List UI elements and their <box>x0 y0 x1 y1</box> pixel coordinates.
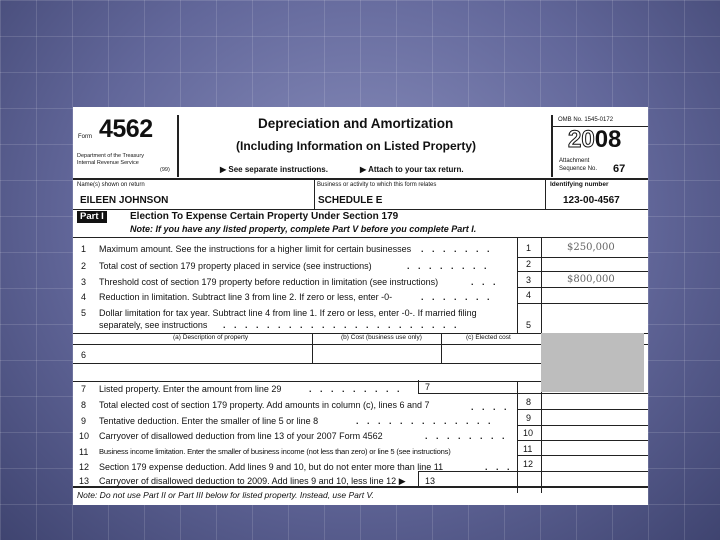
line-13-box-left <box>418 471 419 486</box>
tax-year <box>568 128 621 152</box>
ident-divider-2 <box>545 179 546 209</box>
year-prefix: 20 <box>568 126 595 153</box>
line-4-rule <box>517 303 648 304</box>
line-2-text: Total cost of section 179 property placed in service (see instructions) <box>99 261 372 271</box>
id-label: Identifying number <box>550 181 609 188</box>
line-9-box: 9 <box>526 413 532 423</box>
line-8-dots: . . . . <box>471 402 510 412</box>
line-9-dots: . . . . . . . . . . . . . <box>356 416 494 426</box>
line-7-text: Listed property. Enter the amount from line 29 <box>99 384 282 394</box>
box-col-left-bottom <box>517 381 518 493</box>
form-number: 4562 <box>99 115 153 143</box>
box-col-left-top <box>517 237 518 334</box>
form-title: Depreciation and Amortization <box>258 116 454 131</box>
line-7-dots: . . . . . . . . . <box>309 384 403 394</box>
line-12-text: Section 179 expense deduction. Add lines 9 and 10, but do not enter more than line 11 <box>99 462 444 472</box>
line-1-text: Maximum amount. See the instructions for a higher limit for certain businesses <box>99 244 412 254</box>
line-9-rule <box>517 425 648 426</box>
bottom-note-text: Note: Do not use Part II or Part III below for listed property. Instead, use Part V. <box>77 490 374 500</box>
attachment-label: Attachment <box>559 158 590 164</box>
line-7-box-left <box>418 380 419 394</box>
line-5-dots: . . . . . . . . . . . . . . . . . . . . . . <box>223 320 460 330</box>
box-col-right-bottom <box>541 381 542 493</box>
part-i-bottom-note <box>77 491 374 500</box>
dept-line1: Department of the Treasury <box>77 153 144 159</box>
line-2-box: 2 <box>526 259 532 269</box>
line-2-rule <box>517 271 648 272</box>
line-1-number: 1 <box>81 244 87 254</box>
line-8-box: 8 <box>526 397 532 407</box>
shaded-area <box>541 333 644 392</box>
instruction-see: ▶ See separate instructions. <box>220 165 328 174</box>
form-4562 <box>73 107 648 505</box>
line-11-rule <box>517 455 648 456</box>
col-c-header: (c) Elected cost <box>466 334 511 341</box>
line-1-box: 1 <box>526 243 532 253</box>
form-subtitle: (Including Information on Listed Property) <box>236 139 476 153</box>
header-divider-right <box>551 115 553 177</box>
line-8-text: Total elected cost of section 179 property. Add amounts in column (c), lines 6 and 7 <box>99 400 430 410</box>
line-6-number: 6 <box>81 350 87 360</box>
line-6-bottom-rule <box>73 381 541 382</box>
line-12-number: 12 <box>79 462 90 472</box>
name-label: Name(s) shown on return <box>77 182 145 188</box>
line-11-number: 11 <box>79 447 89 457</box>
header-bottom-rule <box>73 178 648 180</box>
header-divider-left <box>177 115 179 177</box>
line-4-number: 4 <box>81 292 87 302</box>
line-5-text: Dollar limitation for tax year. Subtract line 4 from line 1. If zero or less, enter -0-. If married filing <box>99 308 477 318</box>
line-7-rule <box>418 393 648 394</box>
sequence-label: Sequence No. <box>559 166 598 172</box>
line-4-dots: . . . . . . . <box>421 292 493 302</box>
part-i-title: Election To Expense Certain Property Under Section 179 <box>130 211 399 222</box>
ident-divider-1 <box>314 179 315 209</box>
line-12-box: 12 <box>523 459 534 469</box>
line-7-number: 7 <box>81 384 87 394</box>
col-b-divider <box>441 333 442 363</box>
ident-bottom-rule <box>73 209 648 210</box>
line-12-rule <box>418 471 648 472</box>
part-i-note: Note: If you have any listed property, complete Part V before you complete Part I. <box>130 224 477 234</box>
col-a-header: (a) Description of property <box>173 334 249 341</box>
line-3-text: Threshold cost of section 179 property before reduction in limitation (see instructions) <box>99 277 439 287</box>
line-3-value[interactable]: $800,000 <box>567 274 615 285</box>
line-7-box: 7 <box>425 382 431 392</box>
form-word: Form <box>78 134 92 140</box>
line-13-rule <box>73 486 648 488</box>
line-1-value[interactable]: $250,000 <box>567 242 615 253</box>
line-3-number: 3 <box>81 277 87 287</box>
sequence-number: 67 <box>613 163 626 175</box>
line-13-number: 13 <box>79 476 90 486</box>
line-10-box: 10 <box>523 428 534 438</box>
line-10-text: Carryover of disallowed deduction from line 13 of your 2007 Form 4562 <box>99 431 383 441</box>
line-2-number: 2 <box>81 261 87 271</box>
line-8-number: 8 <box>81 400 87 410</box>
year-suffix: 08 <box>594 126 622 153</box>
line-1-dots: . . . . . . . <box>421 244 493 254</box>
taxpayer-name[interactable]: EILEEN JOHNSON <box>80 195 169 206</box>
line-3-rule <box>517 287 648 288</box>
line-3-dots: . . . <box>471 277 499 287</box>
line-9-text: Tentative deduction. Enter the smaller of line 5 or line 8 <box>99 416 319 426</box>
col-b-header: (b) Cost (business use only) <box>341 334 422 341</box>
part-i-label: Part I <box>77 211 107 223</box>
line-10-number: 10 <box>79 431 90 441</box>
dept-line2: Internal Revenue Service <box>77 160 139 166</box>
line-5-text-cont: separately, see instructions <box>99 320 208 330</box>
line-5-box: 5 <box>526 320 532 330</box>
line-12-dots: . . . <box>485 462 513 472</box>
line-9-number: 9 <box>81 416 87 426</box>
line-8-rule <box>517 409 648 410</box>
line-4-text: Reduction in limitation. Subtract line 3 from line 2. If zero or less, enter -0- <box>99 292 393 302</box>
business-activity[interactable]: SCHEDULE E <box>318 195 383 206</box>
line-1-rule <box>517 257 648 258</box>
box-col-right-top <box>541 237 542 334</box>
line-4-box: 4 <box>526 290 532 300</box>
line-3-box: 3 <box>526 275 532 285</box>
line-13-text: Carryover of disallowed deduction to 2009. Add lines 9 and 10, less line 12 ▶ <box>99 476 406 486</box>
instruction-attach: ▶ Attach to your tax return. <box>360 165 464 174</box>
line-2-dots: . . . . . . . . <box>407 261 490 271</box>
part-i-rule <box>73 237 648 238</box>
line-11-box: 11 <box>523 444 533 454</box>
line-5-number: 5 <box>81 308 87 318</box>
line-10-dots: . . . . . . . . <box>425 431 508 441</box>
identifying-number[interactable]: 123-00-4567 <box>563 195 620 206</box>
business-label: Business or activity to which this form relates <box>317 182 437 188</box>
line-10-rule <box>517 440 648 441</box>
line-6-row-rule <box>73 363 541 364</box>
col-a-divider <box>312 333 313 363</box>
dept-code: (99) <box>160 167 170 173</box>
omb-number: OMB No. 1545-0172 <box>558 117 614 123</box>
line-13-box: 13 <box>425 476 436 486</box>
line-11-text: Business income limitation. Enter the smaller of business income (not less than zero) or line 5 (see instructions) <box>99 447 451 456</box>
